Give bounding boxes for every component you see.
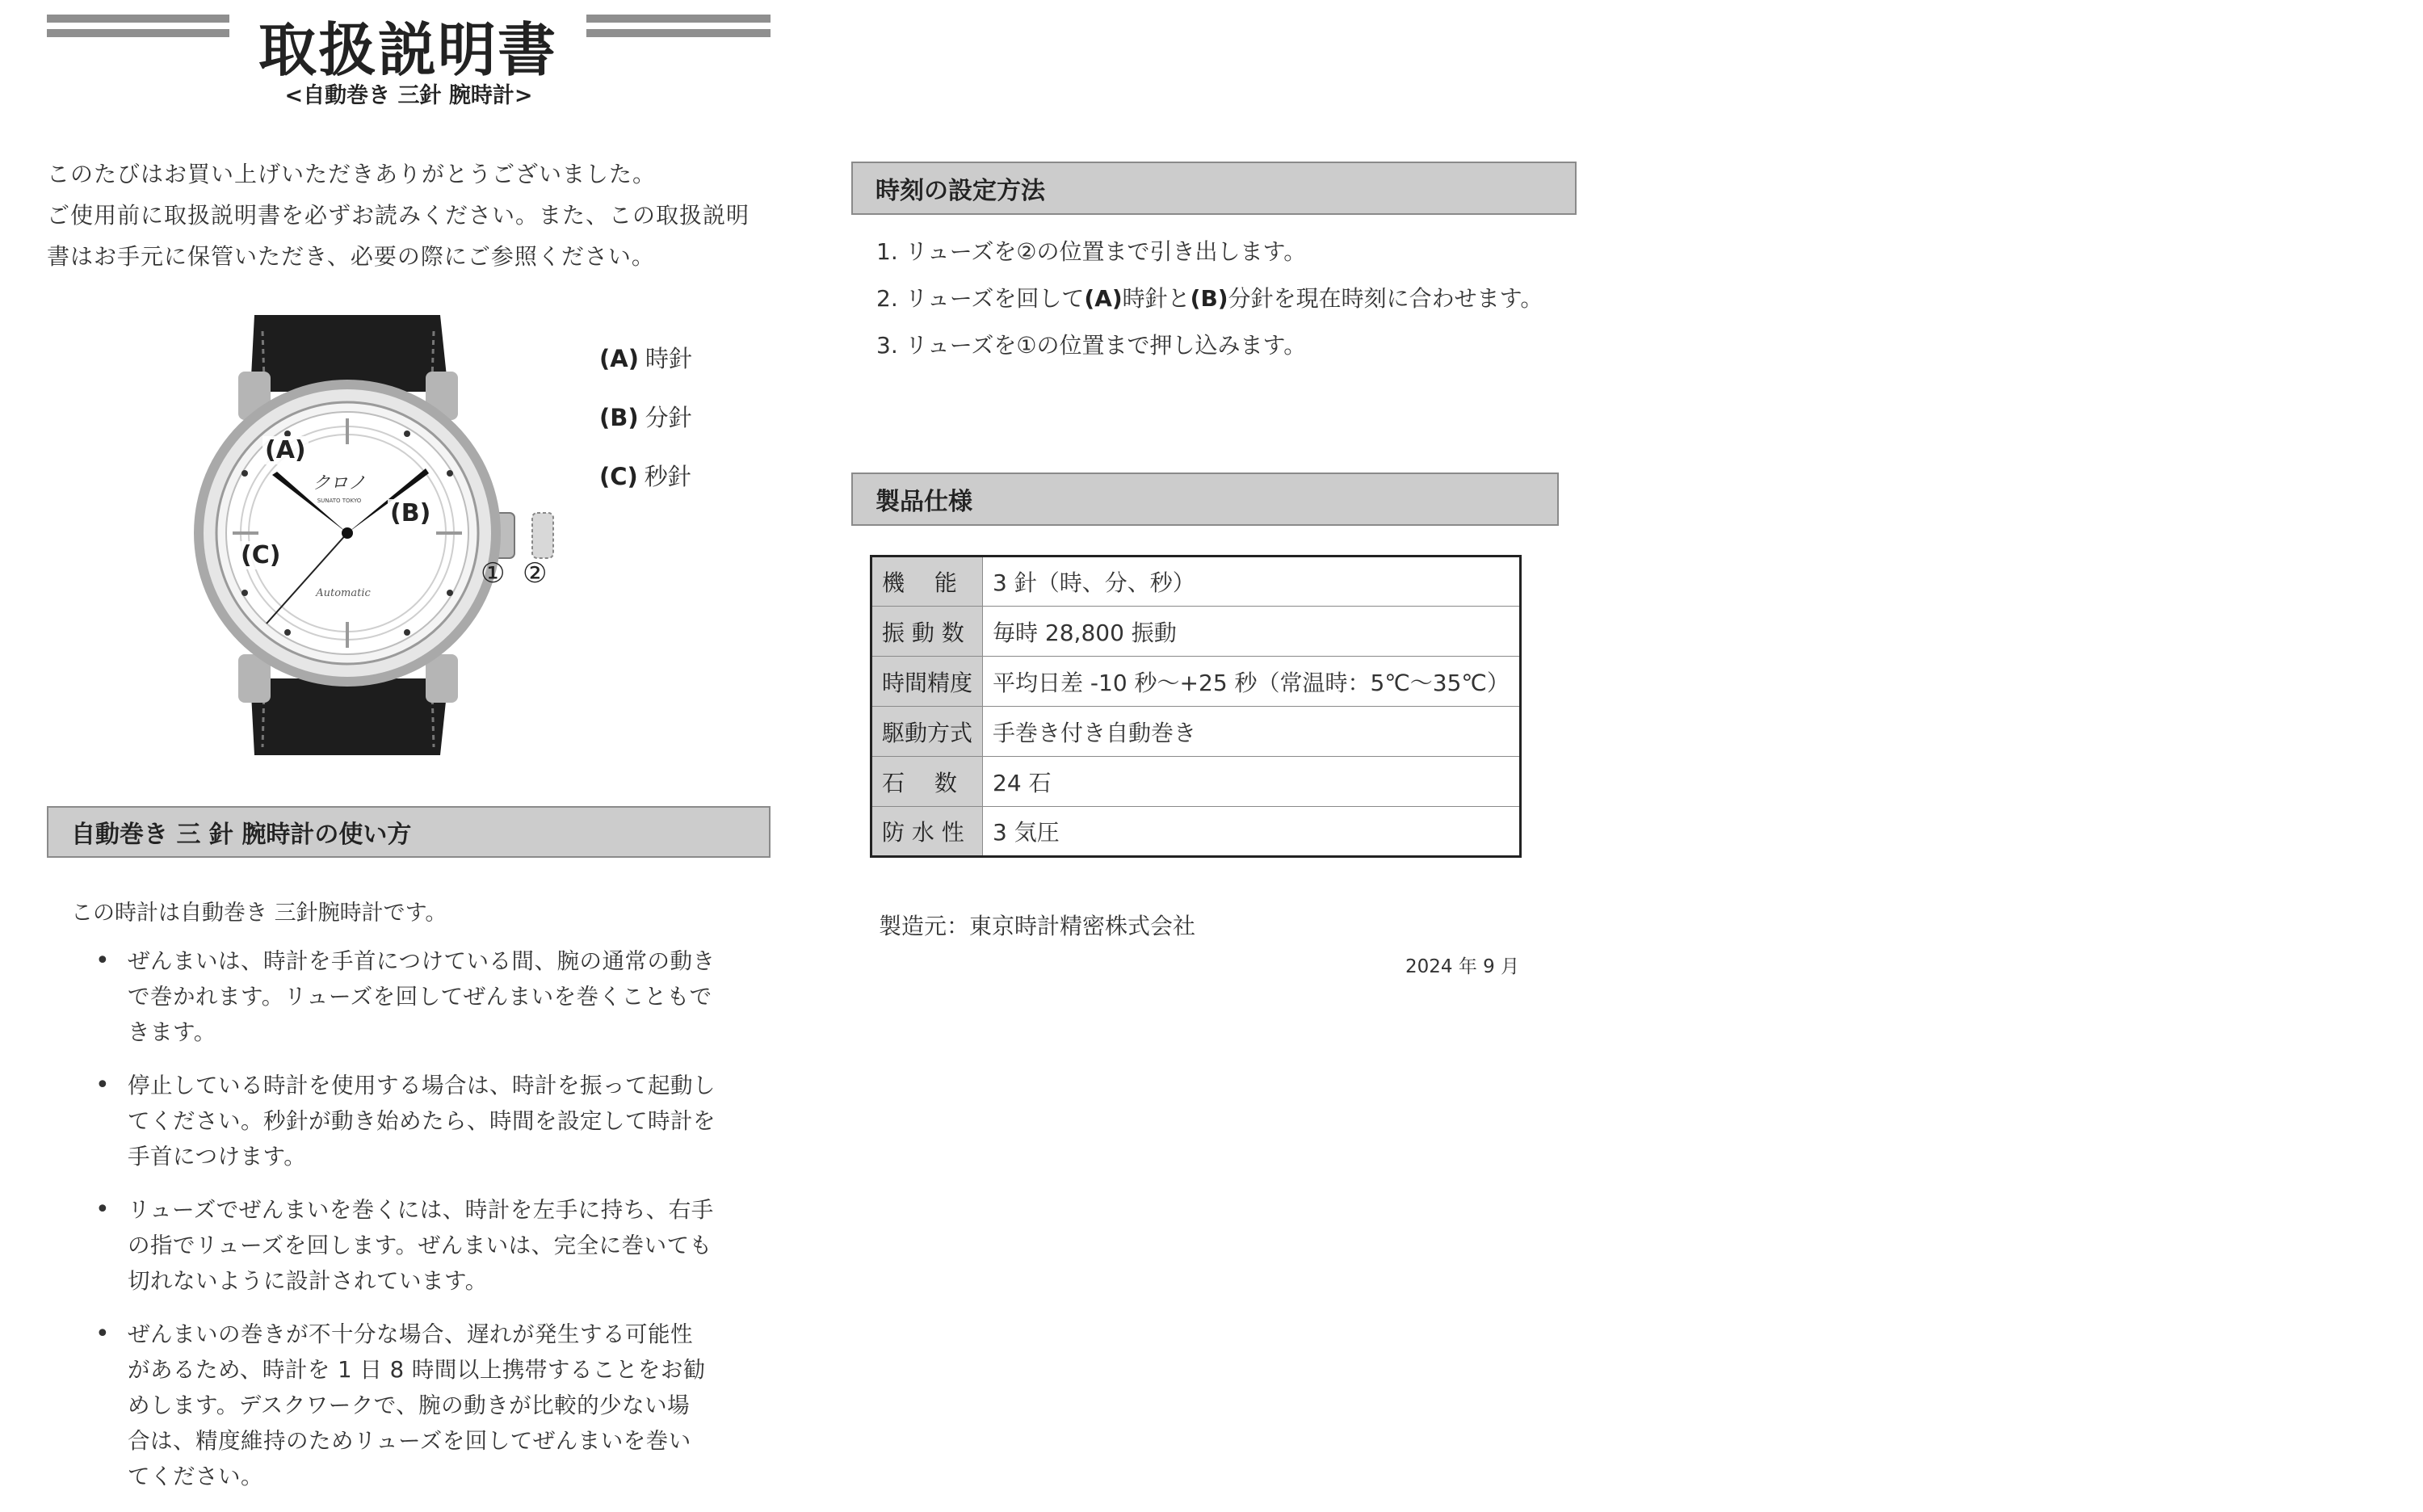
- spec-value: 平均日差 -10 秒～+25 秒（常温時：5℃～35℃）: [983, 657, 1521, 707]
- spec-key: 機 能: [871, 556, 983, 607]
- callout-second-hand: (C): [238, 541, 283, 569]
- manufacturer: 製造元：東京時計精密株式会社: [879, 913, 1196, 939]
- title-rule-left: [47, 15, 229, 44]
- watch-drawing: [174, 315, 561, 755]
- step-2: 2. リューズを回して(A)時針と(B)分針を現在時刻に合わせます。: [876, 285, 1543, 312]
- step-1: 1. リューズを②の位置まで引き出します。: [876, 238, 1307, 265]
- intro-paragraph: [47, 153, 774, 277]
- spec-value: 24 石: [983, 757, 1521, 807]
- spec-table: [870, 555, 1522, 858]
- table-row: [871, 556, 1521, 607]
- bullet: •: [95, 1320, 111, 1348]
- legend-item: (A) 時針: [599, 345, 692, 372]
- bullet: •: [95, 1195, 111, 1224]
- title-banner: [47, 11, 771, 84]
- table-row: [871, 757, 1521, 807]
- legend-item: (B) 分針: [599, 404, 692, 431]
- intro-line: ご使用前に取扱説明書を必ずお読みください。また、この取扱説明: [47, 202, 750, 229]
- spec-value: 手巻き付き自動巻き: [983, 707, 1521, 757]
- dial-brand-sub: SUNATO TOKYO: [317, 498, 362, 504]
- table-row: [871, 807, 1521, 857]
- spec-key: 駆動方式: [871, 707, 983, 757]
- time-setting-steps: [876, 234, 1603, 375]
- callout-hour-hand: (A): [262, 436, 309, 464]
- dial-automatic: Automatic: [316, 587, 371, 599]
- spec-key: 時間精度: [871, 657, 983, 707]
- dial-brand: クロノ: [312, 473, 367, 494]
- spec-key: 石 数: [871, 757, 983, 807]
- title-rule-right: [586, 15, 771, 44]
- crown-pulled: [532, 513, 553, 558]
- bullet: •: [95, 947, 111, 975]
- list-item: • ぜんまいは、時計を手首につけている間、腕の通常の動き で巻かれます。リューズを回してぜんまいを巻くこともで きます。: [95, 943, 766, 1050]
- watch-strap-bottom: [250, 678, 448, 755]
- spec-heading: 製品仕様: [851, 472, 1559, 526]
- usage-lead: この時計は自動巻き 三針腕時計です。: [71, 901, 447, 926]
- list-item: • 停止している時計を使用する場合は、時計を振って起動し てください。秒針が動き始めたら、時間を設定して時計を 手首につけます。: [95, 1068, 766, 1174]
- bullet: •: [95, 1071, 111, 1099]
- legend-item: (C) 秒針: [599, 463, 691, 490]
- intro-line: このたびはお買い上げいただきありがとうございました。: [47, 161, 657, 187]
- watch-illustration: [174, 315, 561, 755]
- spec-key: 防 水 性: [871, 807, 983, 857]
- intro-line: 書はお手元に保管いただき、必要の際にご参照ください。: [47, 243, 655, 270]
- spec-key: 振 動 数: [871, 607, 983, 657]
- spec-value: 3 気圧: [983, 807, 1521, 857]
- step-3: 3. リューズを①の位置まで押し込みます。: [876, 332, 1307, 359]
- time-setting-heading: 時刻の設定方法: [851, 162, 1577, 215]
- crown-position-1: ①: [481, 557, 506, 590]
- table-row: [871, 607, 1521, 657]
- list-item: • ぜんまいの巻きが不十分な場合、遅れが発生する可能性 があるため、時計を 1 日 8 時間以上携帯することをお勧 めします。デスクワークで、腕の動きが比較的少ない場 合は、精度維持のためリューズを回してぜんまいを巻い てください。: [95, 1317, 766, 1494]
- hand-legend: [599, 341, 692, 518]
- usage-list: [95, 943, 766, 1512]
- page-subtitle: <自動巻き 三針 腕時計>: [284, 83, 533, 108]
- callout-minute-hand: (B): [388, 499, 433, 527]
- spec-value: 毎時 28,800 振動: [983, 607, 1521, 657]
- list-item: • リューズでぜんまいを巻くには、時計を左手に持ち、右手 の指でリューズを回します。ぜんまいは、完全に巻いても 切れないように設計されています。: [95, 1192, 766, 1299]
- crown-position-2: ②: [523, 557, 548, 590]
- spec-value: 3 針（時、分、秒）: [983, 556, 1521, 607]
- page-title: 取扱説明書: [258, 15, 557, 84]
- table-row: [871, 657, 1521, 707]
- issue-date: 2024 年 9 月: [1405, 956, 1520, 977]
- table-row: [871, 707, 1521, 757]
- usage-heading: 自動巻き 三 針 腕時計の使い方: [47, 806, 771, 858]
